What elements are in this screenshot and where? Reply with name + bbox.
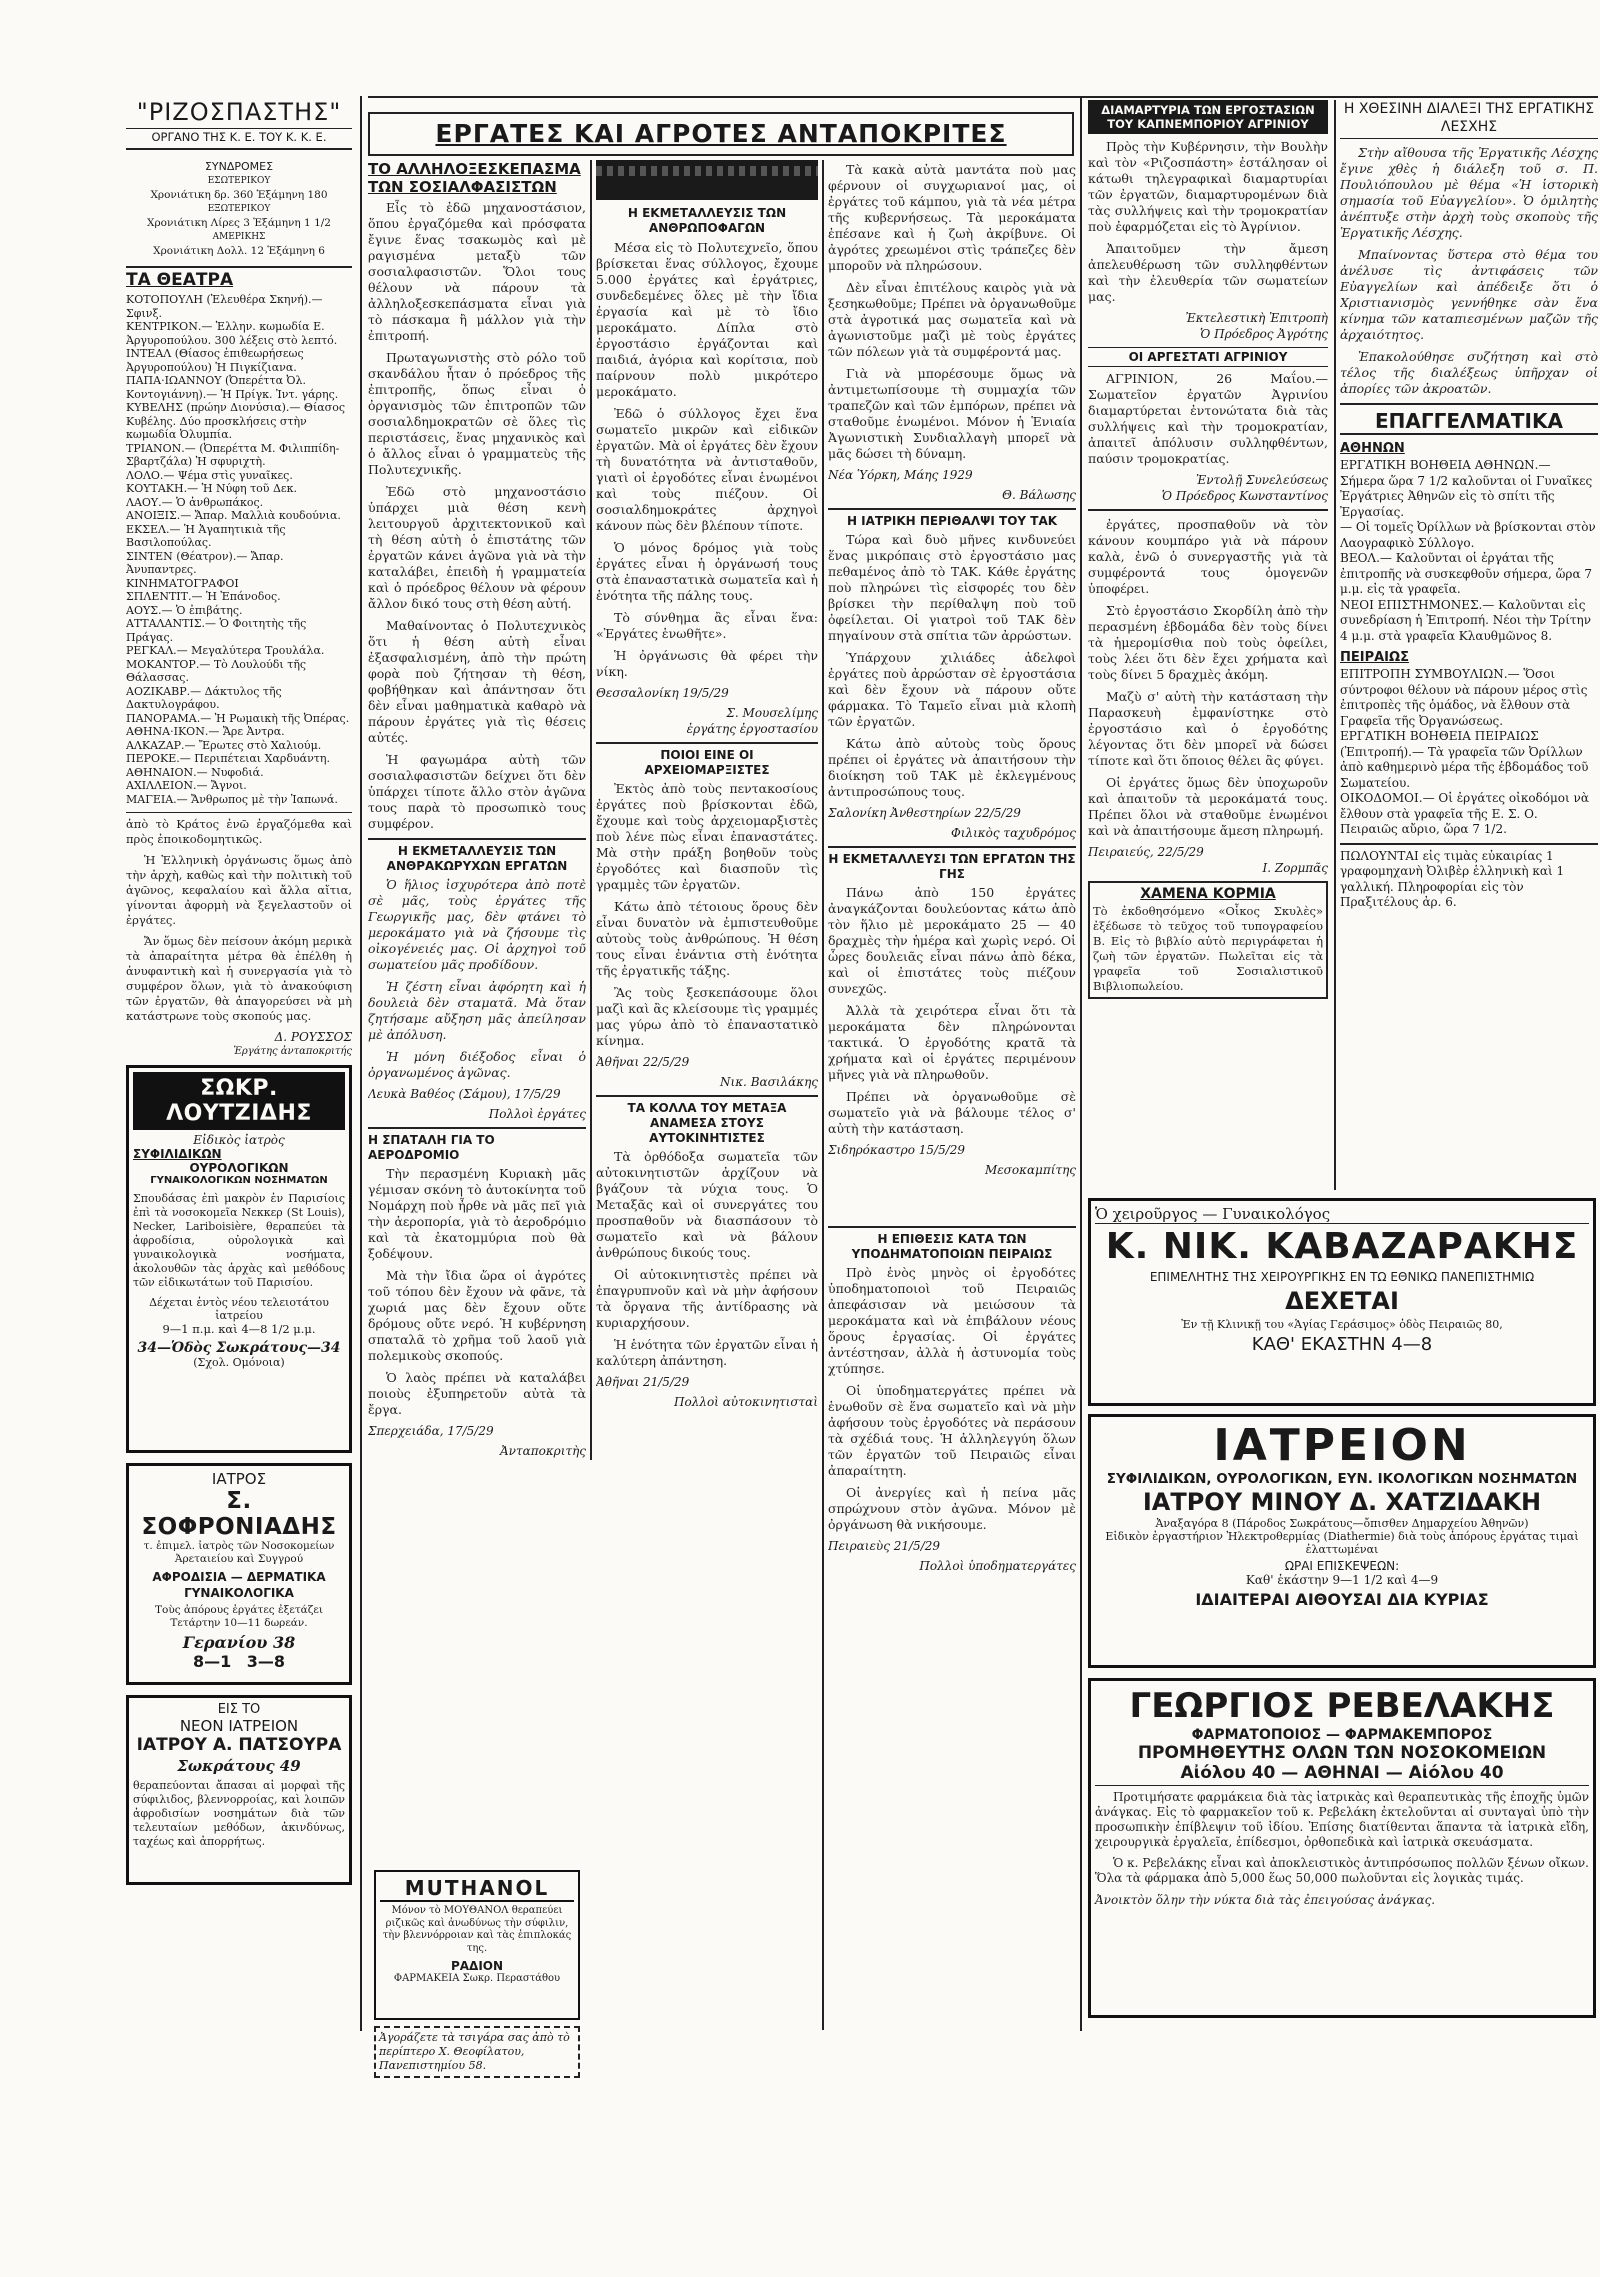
ad-chatzidakis [1088, 1414, 1596, 1668]
lost-bodies-body: Τὸ ἐκδοθησόμενο «Οἶκος Σκυλὲς» ἐξέδωσε τὸ τεῦχος τοῦ τυπογραφείου Β. Εἰς τὸ βιβλίο αὐτὸ περιγράφεται ἡ ζωὴ τῶν ἐργατῶν. Πωλεῖται εἰς τὰ γραφεῖα τοῦ Σοσιαλιστικοῦ Βιβλιοπωλείου. [1093, 904, 1323, 993]
ad-loutzidis-sub: Εἰδικὸς ἰατρὸς [193, 1133, 285, 1147]
ad-muthanol-body: Μόνον τὸ ΜΟΥΘΑΝΟΛ θεραπεύει ριζικῶς καὶ ἀνωδύνως τὴν σύφιλιν, τὴν βλεννόρροιαν καὶ τὰς ἐπιπλοκάς της. [382, 1905, 572, 1954]
article-para: Ἂς τοὺς ξεσκεπάσουμε ὅλοι μαζὶ καὶ ἂς κλείσουμε τὶς γραμμές μας γύρω ἀπὸ τὸ ἐπαναστατικὸ κίνημα. [596, 985, 818, 1048]
article-signature: Φιλικὸς ταχυδρόμος [950, 826, 1076, 840]
ad-chatzidakis-addr: Ἀναξαγόρα 8 (Πάροδος Σωκράτους—ὄπισθεν Δημαρχείου Ἀθηνῶν) [1155, 1517, 1529, 1530]
notice-item: ΕΡΓΑΤΙΚΗ ΒΟΗΘΕΙΑ ΠΕΙΡΑΙΩΣ (Ἐπιτροπή).— Τὰ γραφεῖα τῶν Ὀρίλλων ἀπὸ καθημερινὸ μέρα τῆς ἑβδομάδος τοῦ Σωματείου. [1340, 729, 1589, 790]
article-para: Ἐδῶ στὸ μηχανοστάσιο ὑπάρχει μιὰ θέση κενὴ λειτουργοῦ ἀρχιτεκτονικοῦ καὶ τὴ θέση αὐτὴ ὁ ἐπιστάτης τῶν ἐργατῶν κάνει ἀγῶνα γιὰ νὰ τὴν καταλάβει, ἐπειδὴ ἡ γραμματεία καὶ ὁ πρόεδρος θέλουν νὰ φέρουν ἄλλον δικό τους στὴ θέση αὐτή. [368, 484, 586, 611]
article-signature: Ἀνταποκριτὴς [500, 1444, 586, 1458]
article-para: Μέσα εἰς τὸ Πολυτεχνεῖο, ὅπου βρίσκεται ἕνας σύλλογος, ἔχουμε 5.000 ἐργάτες καὶ ἐργάτριες, συνδεδεμένες ὅλες μὲ τὴν ἴδια ἐργασία καὶ μὲ τὸ ἴδιο μεροκάματο. Δίπλα στὸ ἐργοστάσιο ἐργάζονται καὶ παιδιά, ἀγόρια καὶ κορίτσια, ποὺ παίρνουν πολὺ μικρότερο μεροκάματο. [596, 240, 818, 399]
theatre-item: ΙΝΤΕΑΛ (Θίασος ἐπιθεωρήσεως Ἀργυροπούλου) Ἡ Πιγκίζιανα. [126, 347, 304, 374]
left-article [126, 812, 352, 1057]
ad-kavazarakis-hours: ΚΑΘ' ΕΚΑΣΤΗΝ 4—8 [1251, 1334, 1433, 1355]
article-place: Σιδηρόκαστρο 15/5/29 [828, 1143, 966, 1157]
theatre-item: ΚΕΝΤΡΙΚΟΝ.— Ἑλλην. κωμωδία Ε. Ἀργυροπούλου. 300 λέξεις στὸ λεπτό. [126, 320, 338, 347]
lost-bodies-title: ΧΑΜΕΝΑ ΚΟΡΜΙΑ [1140, 886, 1276, 902]
ad-loutzidis-addr2: (Σχολ. Ομόνοια) [193, 1356, 285, 1369]
masthead [126, 98, 352, 150]
ad-loutzidis-l1: ΣΥΦΙΛΙΔΙΚΩΝ [133, 1147, 222, 1161]
divider [828, 508, 1076, 510]
masthead-organ: ΟΡΓΑΝΟ ΤΗΣ Κ. Ε. ΤΟΥ Κ. Κ. Ε. [126, 128, 352, 144]
ad-sofroniadis-l0: ΙΑΤΡΟΣ [211, 1470, 267, 1488]
article-signature: Ὁ Πρόεδρος Ἀγρότης [1199, 327, 1328, 341]
article-para: Μὰ τὴν ἴδια ὥρα οἱ ἀγρότες τοῦ τόπου δὲν ἔχουν νὰ φᾶνε, τὰ χωριά μας δὲν ἔχουν οὔτε δρόμους οὔτε νερό. Ἡ κυβέρνηση σπαταλᾶ τὸ χρῆμα τοῦ λαοῦ γιὰ πολεμικοὺς σκοπούς. [368, 1268, 586, 1363]
article-para: Ἡ μόνη διέξοδος εἶναι ὁ ὀργανωμένος ἀγῶνας. [368, 1049, 586, 1080]
article-para: Ὁ ἥλιος ἰσχυρότερα ἀπὸ ποτὲ σὲ μᾶς, τοὺς ἐργάτες τῆς Γεωργικῆς μας, δὲν φτάνει τὸ μεροκάματο γιὰ νὰ ζήσουμε τὶς οἰκογένειές μας. Οἱ ἀρχηγοὶ τοῦ σωματείου μᾶς προδίδουν. [368, 877, 586, 972]
theatre-item: ΕΚΣΕΛ.— Ἡ Ἀγαπητικιὰ τῆς Βασιλοπούλας. [126, 522, 286, 549]
left-article-para: ἀπὸ τὸ Κράτος ἐνῶ ἐργαζόμεθα καὶ πρὸς ἐποικοδομητικῶς. [126, 817, 352, 846]
theatre-item: ΑΧΙΛΛΕΙΟΝ.— Ἄγνοι. [126, 779, 247, 792]
ad-sofroniadis-spec: ΑΦΡΟΔΙΣΙΑ — ΔΕΡΜΑΤΙΚΑ ΓΥΝΑΙΚΟΛΟΓΙΚΑ [152, 1570, 326, 1600]
article-para: Ἡ ὀργάνωσις θὰ φέρει τὴν νίκη. [596, 648, 818, 679]
article-para: Τὴν περασμένη Κυριακὴ μᾶς γέμισαν σκόνη τὸ ἀυτοκίνητα τοῦ Νομάρχη ποὺ ἦρθε νὰ μᾶς πεῖ γιὰ τὴν ἀεροπορία, γιὰ τὸ ἀεροδρόμιο καὶ τὰ ἐκατομμύρια ποὺ θὰ ξοδέψουν. [368, 1166, 586, 1261]
article-signature: Πολλοὶ ὑποδηματεργάτες [919, 1559, 1076, 1573]
subs-line: Χρονιάτικη Λίρες 3 Ἑξάμηνη 1 1/2 [147, 217, 331, 229]
divider [1340, 843, 1598, 845]
article-para: Τώρα καὶ δυὸ μῆνες κινδυνεύει ἕνας μικρόπαις στὸ ἐργοστάσιο μας πεθαμένος ἀπὸ τὸ ΤΑΚ. Κάθε ἐργάτης ποὺ πληρώνει τὶς εἰσφορές του δὲν βρίσκει τὴν περίθαλψη ποὺ τοῦ ὀφείλεται. Οἱ γιατροὶ τοῦ ΤΑΚ δὲν πηγαίνουν στὰ σπίτια τῶν ἀρρώστων. [828, 532, 1076, 643]
article-signature: Ἐκτελεστικὴ Ἐπιτροπὴ [1185, 311, 1328, 325]
divider [596, 742, 818, 744]
theatre-item: ΠΑΠΑ·ΙΩΑΝΝΟΥ (Ὀπερέττα Ὀλ. Κοντογιάννη).— Ἡ Πρίγκ. Ἰντ. γάρης. [126, 374, 339, 401]
ad-loutzidis-hours2: 9—1 π.μ. καὶ 4—8 1/2 μ.μ. [162, 1322, 316, 1336]
article-para: Ἡ ἑνότητα τῶν ἐργατῶν εἶναι ἡ καλύτερη ἀπάντηση. [596, 1337, 818, 1368]
article-signature: Νικ. Βασιλάκης [719, 1075, 818, 1089]
ad-muthanol [374, 1870, 580, 2020]
subscriptions-title: ΣΥΝΔΡΟΜΕΣ [204, 160, 274, 173]
ad-kavazarakis-big: ΔΕΧΕΤΑΙ [1285, 1287, 1399, 1315]
ad-chatzidakis-spec: ΣΥΦΙΛΙΔΙΚΩΝ, ΟΥΡΟΛΟΓΙΚΩΝ, ΕΥΝ. ΙΚΟΛΟΓΙΚΩΝ ΝΟΣΗΜΑΤΩΝ [1106, 1471, 1578, 1487]
theatre-item: ΣΙΝΤΕΝ (Θέατρον).— Ἄπαρ. Ἀνυπαντρες. [126, 549, 284, 576]
article-signature-role: ἐργάτης ἐργοστασίου [686, 722, 818, 736]
article-signature: Πολλοὶ αὐτοκινητισταὶ [674, 1395, 818, 1409]
subs-line: Χρονιάτικη δρ. 360 Ἑξάμηνη 180 [150, 189, 328, 201]
article-title: Η ΕΚΜΕΤΑΛΛΕΥΣΙ ΤΩΝ ΕΡΓΑΤΩΝ ΤΗΣ ΓΗΣ [828, 852, 1076, 881]
article-para: Εἶς τὸ ἐδῶ μηχανοστάσιον, ὅπου ἐργαζόμεθα καὶ πρόσφατα ἔγινε ἕνας τσακωμὸς καὶ μὲ ραγισμένα μεταξὺ τῶν σοσιαλφασιστῶν. Ὅλοι τους θέλουν νὰ πάρουν τὰ ἀλληλοξεσκεπάσματα εἶναι γιὰ τὸ πάσκαμα ἢ μάλλον γιὰ τὴν ἐπιτροπή. [368, 200, 586, 343]
article-para: Μπαίνοντας ὕστερα στὸ θέμα του ἀνέλυσε τὶς ἀντιφάσεις τῶν Εὐαγγελίων καὶ ἀπέδειξε ὅτι ὁ Χριστιανισμὸς γεννήθηκε σὰν ἕνα κίνημα τῶν καταπιεσμένων μαζῶν τῆς ἀρχαιότητος. [1340, 247, 1598, 342]
ad-loutzidis-body: Σπουδάσας ἐπὶ μακρὸν ἐν Παρισίοις ἐπὶ τὰ νοσοκομεῖα Νεκκερ (St Louis), Necker, Lariboisière, θεραπεύει τὰ ἀφροδίσια, οὐρολογικὰ καὶ γυναικολογικὰ νοσήματα, ἀκολουθῶν τὰς ἀρχὰς καὶ μεθόδους τῶν εἰδικωτάτων τοῦ Παρισίου. [133, 1192, 345, 1289]
ad-patsouras-addr: Σωκράτους 49 [177, 1757, 301, 1775]
ad-patsouras-l2: ΝΕΟΝ ΙΑΤΡΕΙΟΝ [179, 1717, 299, 1735]
article-signature: Πολλοὶ ἐργάτες [488, 1107, 586, 1121]
column-rule [1080, 96, 1082, 2031]
smudged-header [596, 160, 818, 200]
article-para: Τὰ κακὰ αὐτὰ μαντάτα ποὺ μας φέρνουν οἱ συγχωριανοί μας, οἱ ἐργάτες τοῦ κάμπου, γιὰ τὰ νέα μέτρα τῆς κυβερνήσεως. Τὰ μεροκάματα ἐπέσανε καὶ ἡ ζωὴ ἀκρίβυνε. Οἱ ἀγρότες χρεωμένοι στὶς τράπεζες δὲν μποροῦν νὰ πληρώσουν. [828, 162, 1076, 273]
article-place: Πειραιεύς, 22/5/29 [1088, 845, 1204, 859]
ad-muthanol-name: MUTHANOL [380, 1876, 574, 1902]
article-para: Οἱ ὑποδηματεργάτες πρέπει νὰ ἑνωθοῦν σὲ ἕνα σωματεῖο καὶ νὰ μὴν ἀφήσουν τοὺς ἐργοδότες νὰ περάσουν τὰ σχέδιά τους. Ἡ ἀλληλεγγύη ὅλων τῶν ἐργατῶν τοῦ Πειραιῶς εἶναι ἀπαραίτητη. [828, 1383, 1076, 1478]
ad-revelakis [1088, 1678, 1596, 2018]
article-para: Οἱ ἀνεργίες καὶ ἡ πείνα μᾶς σπρώχνουν στὸν ἀγῶνα. Μόνον μὲ ὀργάνωση θὰ νικήσουμε. [828, 1485, 1076, 1532]
ad-chatzidakis-hours-title: ΩΡΑΙ ΕΠΙΣΚΕΨΕΩΝ: [1284, 1559, 1400, 1573]
professional-title: ΕΠΑΓΓΕΛΜΑΤΙΚΑ [1340, 409, 1598, 435]
article-title: ΤΟ ΑΛΛΗΛΟΞΕΣΚΕΠΑΣΜΑ ΤΩΝ ΣΟΣΙΑΛΦΑΣΙΣΤΩΝ [368, 160, 581, 196]
ad-revelakis-l1: ΦΑΡΜΑΤΟΠΟΙΟΣ — ΦΑΡΜΑΚΕΜΠΟΡΟΣ [1191, 1727, 1493, 1743]
column-5 [1088, 100, 1328, 1190]
ad-loutzidis-l2: ΟΥΡΟΛΟΓΙΚΩΝ [189, 1161, 289, 1175]
left-article-signature-role: Ἐργάτης ἀνταποκριτής [233, 1046, 352, 1057]
article-para: Οἱ ἐργάτες ὅμως δὲν ὑποχωροῦν καὶ ἀπαιτοῦν τὰ μεροκάματά τους. Πρέπει ὅλοι νὰ σταθοῦμε ἑνωμένοι καὶ νὰ ἀπαιτήσουμε ἄμεση πληρωμή. [1088, 775, 1328, 838]
article-title: Η ΣΠΑΤΑΛΗ ΓΙΑ ΤΟ ΑΕΡΟΔΡΟΜΙΟ [368, 1133, 495, 1162]
ad-chatzidakis-note: Εἰδικὸν ἐργαστήριον Ἠλεκτροθερμίας (Diathermie) διὰ τοὺς ἀπόρους ἐργάτας τιμαὶ ἐλαττωμέναι [1105, 1530, 1579, 1556]
correspondents-banner [368, 112, 1074, 156]
ad-loutzidis-l3: ΓΥΝΑΙΚΟΛΟΓΙΚΩΝ ΝΟΣΗΜΑΤΩΝ [150, 1175, 328, 1186]
article-place: Ἀθῆναι 21/5/29 [596, 1375, 690, 1389]
theatre-item: ΛΑΟΥ.— Ὁ ἀνθρωπάκος. [126, 495, 264, 509]
column-2 [368, 160, 586, 2030]
subs-line: Χρονιάτικη Δολλ. 12 Ἑξάμηνη 6 [153, 245, 325, 257]
ad-sofroniadis-addr: Γερανίου 38 [182, 1633, 296, 1652]
article-signature: Θ. Βάλωσης [1002, 488, 1076, 502]
ad-sofroniadis-note: Τοὺς ἀπόρους ἐργάτες ἐξετάζει Τετάρτην 10—11 δωρεάν. [155, 1604, 323, 1629]
article-para: Οἱ αὐτοκινητιστὲς πρέπει νὰ ἐπαγρυπνοῦν καὶ νὰ μὴν ἀφήσουν τὰ ὄργανα τῆς ἀντίδρασης νὰ κυριαρχήσουν. [596, 1267, 818, 1330]
ad-revelakis-l2: ΠΡΟΜΗΘΕΥΤΗΣ ΟΛΩΝ ΤΩΝ ΝΟΣΟΚΟΜΕΙΩΝ [1137, 1743, 1547, 1763]
theatre-list [126, 293, 352, 806]
article-title: ΠΟΙΟΙ ΕΙΝΕ ΟΙ ΑΡΧΕΙΟΜΑΡΞΙΣΤΕΣ [644, 748, 770, 777]
ad-kavazarakis-name: Κ. ΝΙΚ. ΚΑΒΑΖΑΡΑΚΗΣ [1105, 1226, 1579, 1267]
subs-line: ΕΞΩΤΕΡΙΚΟΥ [207, 204, 271, 214]
article-para: Γιὰ νὰ μπορέσουμε ὅμως νὰ ἀντιμετωπίσουμε τὴ συμμαχία τῶν τραπεζῶν καὶ τῶν ἐμπόρων, πρέπει νὰ σταθοῦμε ἑνωμένοι. Μόνον ἡ Ἑνιαία Ἀγωνιστικὴ Συνδιαλλαγὴ μπορεῖ νὰ μᾶς δώσει τὴ δύναμη. [828, 366, 1076, 461]
smudge-texture [596, 166, 818, 176]
left-article-signature: Δ. ΡΟΥΣΣΟΣ [274, 1030, 352, 1044]
ad-muthanol-vendor: ΦΑΡΜΑΚΕΙΑ Σωκρ. Περαστάθου [393, 1973, 561, 1984]
article-place: Θεσσαλονίκη 19/5/29 [596, 686, 729, 700]
notice-item: ΟΙΚΟΔΟΜΟΙ.— Οἱ ἐργάτες οἰκοδόμοι νὰ ἔλθουν στὰ γραφεῖα τῆς Ε. Σ. Ο. Πειραιῶς αὔριο, ὥρα 7 1/2. [1340, 791, 1589, 836]
column-rule [1334, 100, 1336, 1190]
article-place: Πειραιεὺς 21/5/29 [828, 1539, 941, 1553]
notice-item: ΕΡΓΑΤΙΚΗ ΒΟΗΘΕΙΑ ΑΘΗΝΩΝ.— Σήμερα ὥρα 7 1/2 καλοῦνται οἱ Γυναῖκες Ἐργάτριες Ἀθηνῶν εἰς τὸ σπίτι τῆς Ἐργασίας. [1340, 458, 1593, 519]
ad-revelakis-body2: Ὁ κ. Ρεβελάκης εἶναι καὶ ἀποκλειστικὸς ἀντιπρόσωπος πολλῶν ξένων οἴκων. Ὅλα τὰ φάρμακα ἀπὸ 5,000 ἕως 50,000 πωλοῦνται εἰς λογικὰς τιμάς. [1095, 1856, 1589, 1885]
theatre-item: ΤΡΙΑΝΟΝ.— (Ὀπερέττα Μ. Φιλιππίδη-Σβαρτζάλα) Ἡ σφυριχτὴ. [126, 441, 340, 468]
ad-loutzidis [126, 1065, 352, 1453]
col4-top-title: ΔΙΑΜΑΡΤΥΡΙΑ ΤΩΝ ΕΡΓΟΣΤΑΣΙΩΝ ΤΟΥ ΚΑΠΝΕΜΠΟΡΙΟΥ ΑΓΡΙΝΙΟΥ [1088, 100, 1328, 134]
for-sale-notice: ΠΩΛΟΥΝΤΑΙ εἰς τιμὰς εὐκαιρίας 1 γραφομηχανὴ Ὀλιβὲρ ἑλληνικὴ καὶ 1 γαλλική. Πληροφορίαι εἰς τὸν Πραξιτέλους ἀρ. 6. [1340, 848, 1565, 909]
ad-sofroniadis [126, 1463, 352, 1685]
ad-patsouras-l1: ΕΙΣ ΤΟ [217, 1702, 261, 1717]
article-para: Πρὸ ἑνὸς μηνὸς οἱ ἐργοδότες ὑποδηματοποιοὶ τοῦ Πειραιῶς ἀπεφάσισαν νὰ μειώσουν τὰ μεροκάματα καὶ νὰ ἐπιβάλουν νέους ὅρους ἐργασίας. Οἱ ἐργάτες ἀντέστησαν, ἀλλὰ ἡ ἀστυνομία τοὺς χτύπησε. [828, 1265, 1076, 1376]
ad-kavazarakis-top: Ὁ χειροῦργος — Γυναικολόγος [1095, 1205, 1589, 1224]
theatre-item: ΣΠΛΕΝΤΙΤ.— Ἡ Ἐπάνοδος. [126, 590, 281, 603]
theatre-item: ΑΟΖΙΚΑΒΡ.— Δάκτυλος τῆς Δακτυλογράφου. [126, 684, 282, 711]
article-para: Ἐπακολούθησε συζήτηση καὶ στὸ τέλος τῆς διαλέξεως ὑπῆρχαν οἱ ἀπορίες τῶν ἀκροατῶν. [1340, 349, 1598, 396]
article-place: Σπερχειάδα, 17/5/29 [368, 1424, 494, 1438]
divider [828, 846, 1076, 848]
left-article-para: Ἡ Ἑλληνικὴ ὀργάνωσις ὅμως ἀπὸ τὴν ἀρχὴ, καθὼς καὶ τὴν πολιτικὴ τοῦ ἀγῶνος, κεφαλαίου καὶ ἄλλα αἴτια, γίνονται ἀφορμὴ νὰ ξεγελαστοῦν οἱ ἐργάτες. [126, 853, 352, 927]
article-para: Πρὸς τὴν Κυβέρνησιν, τὴν Βουλὴν καὶ τὸν «Ριζοσπάστη» ἐστάλησαν οἱ κάτωθι τηλεγραφικαὶ διαμαρτυρίαι τῶν ἐργατῶν, διαμαρτυρομένων διὰ τὰς συλλήψεις καὶ τὴν τρομοκρατίαν ποὺ ἐφαρμόζεται εἰς τὸ Ἀγρίνιον. [1088, 139, 1328, 234]
article-para: ΑΓΡΙΝΙΟΝ, 26 Μαΐου.— Σωματεῖον ἐργατῶν Ἀγρινίου διαμαρτύρεται ἐντονώτατα διὰ τὰς συλλήψεις καὶ τὴν τρομοκρατίαν, ἀπαιτεῖ ἀπόλυσιν συλληφθέντων, παύσιν τρομοκρατίας. [1088, 371, 1328, 466]
ad-patsouras [126, 1695, 352, 1885]
left-article-para: Ἄν ὅμως δὲν πείσουν ἀκόμη μερικὰ τὰ ἀπαραίτητα μέτρα θὰ ἐπέλθη ἡ ἀνυφαντικὴ καὶ ἡ συνεργασία γιὰ τὸ συμφέρον ὅλων, γιὰ τὸ ἀνακούφιση τῶν ἐργατῶν, θὰ ἀπαγορεύσει νὰ μὴ κατάστρωνε τοὺς σκοπούς μας. [126, 934, 352, 1023]
article-para: Ὁ μόνος δρόμος γιὰ τοὺς ἐργάτες εἶναι ἡ ὀργάνωσή τους στὰ ἐπαναστατικὰ σωματεῖα καὶ ἡ ἑνότητα τῆς πάλης τους. [596, 540, 818, 603]
article-para: Πάνω ἀπὸ 150 ἐργάτες ἀναγκάζονται δουλεύοντας κάτω ἀπὸ τὸν ἥλιο μὲ μεροκάματο 25 — 40 δραχμὲς τὴν ἡμέρα καὶ χωρὶς νερό. Οἱ ὧρες δουλειᾶς εἶναι πάνω ἀπὸ δέκα, καὶ οἱ ἐπιστάτες τοὺς πιέζουν συνεχῶς. [828, 885, 1076, 996]
ad-loutzidis-name: ΣΩΚΡ. ΛΟΥΤΖΙΔΗΣ [133, 1072, 345, 1130]
theatre-item: ΑΝΟΙΞΙΣ.— Ἄπαρ. Μαλλιὰ κουδούνια. [126, 509, 341, 522]
article-para: Κάτω ἀπὸ τέτοιους ὅρους δὲν εἶναι δυνατὸν νὰ ἐμπιστευθοῦμε αὐτοὺς τοὺς ἀνθρώπους. Ἡ θέση τους εἶναι ἐνάντια στὴ ἑνότητα τῆς ἐργατικῆς τάξης. [596, 899, 818, 978]
article-place: Λευκὰ Βαθέος (Σάμου), 17/5/29 [368, 1087, 561, 1101]
ad-chatzidakis-foot: ΙΔΙΑΙΤΕΡΑΙ ΑΙΘΟΥΣΑΙ ΔΙΑ ΚΥΡΙΑΣ [1195, 1590, 1489, 1609]
article-para: Στὸ ἐργοστάσιο Σκορδίλη ἀπὸ τὴν περασμένη ἑβδομάδα δὲν τοὺς δίνει τὰ ἡμερομίσθια ποὺ τοὺς ὀφείλει, τοὺς λέει ὅτι δὲν ἔχει χρήματα καὶ τοὺς δίνει 5 δραχμὲς ἀκόμη. [1088, 603, 1328, 682]
article-para: Στὴν αἴθουσα τῆς Ἐργατικῆς Λέσχης ἔγινε χθὲς ἡ διάλεξη τοῦ σ. Π. Πουλιόπουλου μὲ θέμα «Ἡ ἱστορικὴ σημασία τοῦ Εὐαγγελίου». Ὁ ὁμιλητὴς ἀνέπτυξε στὴν ἀρχὴ τοὺς σκοποὺς τῆς Ἐργατικῆς Λέσχης. [1340, 145, 1598, 240]
ad-chatzidakis-name: ΙΑΤΡΟΥ ΜΙΝΟΥ Δ. ΧΑΤΖΙΔΑΚΗ [1142, 1488, 1542, 1516]
divider [596, 1095, 818, 1097]
column-rule [590, 160, 592, 1460]
banner-title: ΕΡΓΑΤΕΣ ΚΑΙ ΑΓΡΟΤΕΣ ΑΝΤΑΠΟΚΡΙΤΕΣ [435, 119, 1007, 148]
article-title: ΤΑ ΚΟΛΛΑ ΤΟΥ ΜΕΤΑΞΑ ΑΝΑΜΕΣΑ ΣΤΟΥΣ ΑΥΤΟΚΙΝΗΤΙΣΤΕΣ [627, 1101, 787, 1145]
tobacco-notice: Ἀγοράζετε τὰ τσιγάρα σας ἀπὸ τὸ περίπτερο Χ. Θεοφίλατου, Πανεπιστημίου 58. [374, 2026, 580, 2078]
article-title: Η ΕΚΜΕΤΑΛΛΕΥΣΙΣ ΤΩΝ ΑΝΘΡΑΚΩΡΥΧΩΝ ΕΡΓΑΤΩΝ [386, 844, 568, 873]
theatres-section [126, 266, 352, 806]
article-para: Μαζὺ σ' αὐτὴ τὴν κατάσταση τὴν Παρασκευὴ ἐμφανίστηκε στὸ ἐργοστάσιο καὶ ὁ ἐργοδότης λέγοντας ὅτι δὲν μπορεῖ νὰ δώσει τίποτε καὶ ὅτι ὅποιος θέλει ἂς φύγει. [1088, 689, 1328, 768]
divider [1088, 509, 1328, 511]
article-para: Ἡ ζέστη εἶναι ἀφόρητη καὶ ἡ δουλειὰ δὲν σταματᾶ. Μὰ ὅταν ζητήσαμε αὔξηση μᾶς ἀπείλησαν μὲ ἀπόλυση. [368, 979, 586, 1042]
article-para: Ἐκτὸς ἀπὸ τοὺς πεντακοσίους ἐργάτες ποὺ βρίσκονται ἐδῶ, ἔχουμε καὶ τοὺς ἀρχειομαρξιστὲς ποὺ λένε πὼς εἶναι ἐπαναστάτες. Μὰ στὴν πράξη βοηθοῦν τοὺς ἐργοδότες καὶ διασποῦν τὶς γραμμὲς τῶν ἐργατῶν. [596, 781, 818, 892]
article-place: Ἀθῆναι 22/5/29 [596, 1055, 690, 1069]
article-place: Σαλονίκη Ἀνθεστηρίων 22/5/29 [828, 806, 1021, 820]
ad-chatzidakis-big: ΙΑΤΡΕΙΟΝ [1213, 1420, 1471, 1471]
ad-sofroniadis-sub: τ. ἐπιμελ. ἰατρὸς τῶν Νοσοκομείων Ἀρεταιείου καὶ Συγγρού [143, 1540, 335, 1565]
ad-patsouras-name: ΙΑΤΡΟΥ Α. ΠΑΤΣΟΥΡΑ [136, 1735, 342, 1755]
column-6 [1340, 100, 1598, 1190]
ad-chatzidakis-hours: Καθ' ἑκάστην 9—1 1/2 καὶ 4—9 [1245, 1573, 1439, 1587]
theatre-item: ΑΘΗΝΑ·ΙΚΟΝ.— Ἄρε Ἀντρα. [126, 725, 285, 738]
article-para: ἐργάτες, προσπαθοῦν νὰ τὸν κάνουν κουμπάρο γιὰ νὰ πάρουν καλὰ, ἐνῶ ὁ συνεργαστῆς γιὰ τὰ συμφέροντά τους ὁμογενῶν ὑποφέρει. [1088, 517, 1328, 596]
ad-loutzidis-addr: 34—Ὁδὸς Σωκράτους—34 [137, 1340, 341, 1356]
article-para: Τὰ ὀρθόδοξα σωματεῖα τῶν αὐτοκινητιστῶν ἀρχίζουν νὰ βγάζουν τὰ νύχια τους. Ὁ Μεταξᾶς καὶ οἱ συνεργάτες του προσπαθοῦν νὰ διασπάσουν τὸ σωματεῖο καὶ νὰ βάλουν ἀνθρώπους δικούς τους. [596, 1149, 818, 1260]
article-title: Η ΙΑΤΡΙΚΗ ΠΕΡΙΘΑΛΨΙ ΤΟΥ ΤΑΚ [846, 514, 1058, 528]
theatre-item: ΑΛΚΑΖΑΡ.— Ἔρωτες στὸ Χαλιούμ. [126, 738, 322, 752]
subs-line: ΕΣΩΤΕΡΙΚΟΥ [207, 176, 271, 186]
theatre-item: ΠΕΡΟΚΕ.— Περιπέτειαι Χαρδυάντη. [126, 752, 330, 765]
ad-revelakis-name: ΓΕΩΡΓΙΟΣ ΡΕΒΕΛΑΚΗΣ [1129, 1686, 1555, 1726]
article-para: Ὁ λαὸς πρέπει νὰ καταλάβει ποιοὺς ἐξυπηρετοῦν αὐτὰ τὰ ἔργα. [368, 1370, 586, 1417]
col4-subtitle: ΟΙ ΑΡΓΕΣΤΑΤΙ ΑΓΡΙΝΙΟΥ [1088, 347, 1328, 367]
divider [368, 1127, 586, 1129]
divider [828, 1226, 1076, 1228]
ad-revelakis-addr: Αἰόλου 40 — ΑΘΗΝΑΙ — Αἰόλου 40 [1095, 1763, 1589, 1786]
article-para: Τὸ σύνθημα ἂς εἶναι ἕνα: «Ἐργάτες ἑνωθῆτε». [596, 610, 818, 641]
top-rule [368, 96, 1598, 98]
ad-sofroniadis-hours: 8—1 3—8 [192, 1652, 286, 1671]
notice-item: ΒΕΟΛ.— Καλοῦνται οἱ ἐργάται τῆς ἐπιτροπῆς νὰ συσκεφθοῦν σήμερα, ὥρα 7 μ.μ. εἰς τὰ γραφεῖα. [1340, 551, 1592, 596]
article-para: Ὑπάρχουν χιλιάδες ἀδελφοὶ ἐργάτες ποὺ ἀρρώσταν σὲ ἐργοστάσια καὶ δὲν ἔχουν νὰ πάρουν οὔτε φάρμακα. Τὸ Ταμεῖο εἶναι μιὰ κλοπὴ τῶν ἐργατῶν. [828, 650, 1076, 729]
ad-revelakis-foot: Ἀνοικτὸν ὅλην τὴν νύκτα διὰ τὰς ἐπειγούσας ἀνάγκας. [1095, 1893, 1436, 1907]
ad-kavazarakis-addr: Ἐν τῇ Κλινικῇ του «Ἁγίας Γεράσιμος» ὁδὸς Πειραιῶς 80, [1181, 1318, 1503, 1331]
article-signature: Σ. Μουσελίμης [726, 706, 818, 720]
ad-sofroniadis-name: Σ. ΣΟΦΡΟΝΙΑΔΗΣ [141, 1488, 337, 1540]
athens-section-title: ΑΘΗΝΩΝ [1340, 441, 1405, 456]
ad-patsouras-body: θεραπεύονται ἄπασαι αἱ μορφαὶ τῆς σύφιλιδος, βλεννορροίας, καὶ λοιπῶν ἀφροδισίων νοσημάτων διὰ τῶν τελευταίων μεθόδων, ἀκινδύνως, ταχέως καὶ ἀπορρήτως. [133, 1779, 345, 1848]
article-signature: Ι. Ζορμπᾶς [1262, 861, 1328, 875]
ad-loutzidis-hours1: Δέχεται ἐντὸς νέου τελειοτάτου ἰατρείου [149, 1296, 329, 1322]
divider [368, 838, 586, 840]
column-4-lower [828, 1226, 1076, 2030]
article-para: Πρωταγωνιστὴς στὸ ρόλο τοῦ σκανδάλου ἦταν ὁ πρόεδρος τῆς ἐπιτροπῆς, ὅπως εἶναι ὁ ὀργανισμὸς τῶν ἐπιτροπῶν τῶν σοσιαλδημοκρατῶν σὲ ὅλες τὶς περιστάσεις, ἕνας μηχανικὸς καὶ ὁ ἄλλος εἶναι ὁ γραμματεὺς τῆς Πολυτεχνικῆς. [368, 350, 586, 477]
article-para: Ἀπαιτοῦμεν τὴν ἄμεση ἀπελευθέρωση τῶν συλληφθέντων καὶ τὴν ἐλευθερία τῶν σωματείων μας. [1088, 241, 1328, 304]
ad-revelakis-body: Προτιμήσατε φαρμάκεια διὰ τὰς ἰατρικὰς καὶ θεραπευτικὰς τῆς ἐποχῆς ὑμῶν ἀνάγκας. Εἰς τὸ φαρμακεῖον τοῦ κ. Ρεβελάκη ἐκτελοῦνται αἱ συνταγαὶ ὑπὸ τὴν προσωπικὴν ἐπίβλεψιν τοῦ ἰδίου. Ἐπίσης διατίθενται ἅπαντα τὰ ἰατρικὰ εἴδη, χειρουργικὰ ἐργαλεῖα, ἐπίδεσμοι, ὀρθοπεδικὰ καὶ ἰατρικὰ σκευάσματα. [1095, 1790, 1589, 1849]
article-signature: Μεσοκαμπίτης [984, 1163, 1076, 1177]
theatre-item: ΛΟΛΟ.— Ψέμα στὶς γυναῖκες. [126, 468, 293, 482]
masthead-paper-name: "ΡΙΖΟΣΠΑΣΤΗΣ" [136, 98, 342, 126]
article-para: Δὲν εἶναι ἐπιτέλους καιρὸς γιὰ νὰ ξεσηκωθοῦμε; Πρέπει νὰ ὀργανωθοῦμε στὰ ἀγροτικά μας σωματεῖα καὶ νὰ ἀγωνιστοῦμε μαζὶ μὲ τοὺς ἐργάτες τῶν πόλεων γιὰ τὰ συμφέροντά μας. [828, 280, 1076, 359]
left-column [126, 98, 352, 2028]
lecture-title: Η ΧΘΕΣΙΝΗ ΔΙΑΛΕΞΙ ΤΗΣ ΕΡΓΑΤΙΚΗΣ ΛΕΣΧΗΣ [1340, 100, 1598, 139]
theatre-item: ΠΑΝΟΡΑΜΑ.— Ἡ Ρωμαικὴ τῆς Ὀπέρας. [126, 711, 350, 725]
article-place: Νέα Ὑόρκη, Μάης 1929 [828, 468, 973, 482]
subscriptions [126, 160, 352, 258]
article-para: Ἀλλὰ τὰ χειρότερα εἶναι ὅτι τὰ μεροκάματα δὲν πληρώνονται τακτικά. Ὁ ἐργοδότης κρατᾶ τὰ χρήματα καὶ οἱ ἐργάτες περιμένουν μῆνες γιὰ νὰ πληρωθοῦν. [828, 1003, 1076, 1082]
notice-item: ΕΠΙΤΡΟΠΗ ΣΥΜΒΟΥΛΙΩΝ.— Ὅσοι σύντροφοι θέλουν νὰ πάρουν μέρος στὶς ἐπιτροπὲς τῆς ὁμάδος, νὰ ἔλθουν στὰ Γραφεῖα τῆς Ὀργανώσεως. [1340, 667, 1588, 728]
theatre-item: ΜΟΚΑΝΤΟΡ.— Τὸ Λουλούδι τῆς Θάλασσας. [126, 657, 307, 684]
notice-item: — Οἱ τομεῖς Ὀρίλλων νὰ βρίσκονται στὸν Λαογραφικὸ Σύλλογο. [1340, 520, 1596, 550]
column-rule [822, 160, 824, 2030]
subs-line: ΑΜΕΡΙΚΗΣ [212, 232, 266, 242]
theatres-title: ΤΑ ΘΕΑΤΡΑ [126, 270, 234, 290]
article-title: Η ΕΚΜΕΤΑΛΛΕΥΣΙΣ ΤΩΝ ΑΝΘΡΩΠΟΦΑΓΩΝ [627, 206, 787, 235]
theatre-item: ΚΟΥΤΑΚΗ.— Ἡ Νύφη τοῦ Δεκ. [126, 482, 297, 495]
lost-bodies [1088, 881, 1328, 999]
theatre-item: ΚΙΝΗΜΑΤΟΓΡΑΦΟΙ [126, 576, 239, 590]
column-rule [360, 96, 362, 2031]
theatre-item: ΚΟΤΟΠΟΥΛΗ (Ἐλευθέρα Σκηνή).— Σφινξ. [126, 293, 323, 320]
theatre-item: ΑΟΥΣ.— Ὁ ἐπιβάτης. [126, 603, 243, 617]
theatre-item: ΡΕΓΚΑΛ.— Μεγαλύτερα Τρουλάλα. [126, 644, 325, 657]
ad-kavazarakis-title: ΕΠΙΜΕΛΗΤΗΣ ΤΗΣ ΧΕΙΡΟΥΡΓΙΚΗΣ ΕΝ ΤΩ ΕΘΝΙΚΩ ΠΑΝΕΠΙΣΤΗΜΙΩ [1149, 1270, 1535, 1284]
ad-kavazarakis [1088, 1198, 1596, 1406]
ad-muthanol-radio: ΡΑΔΙΟΝ [450, 1959, 504, 1973]
article-signature: Ἐντολῇ Συνελεύσεως [1196, 473, 1328, 487]
article-para: Κάτω ἀπὸ αὐτοὺς τοὺς ὅρους πρέπει οἱ ἐργάτες νὰ ἀπαιτήσουν τὴν διοίκηση τοῦ ΤΑΚ μὲ ἐκλεγμένους ἀντιπροσώπους τους. [828, 736, 1076, 799]
article-title: Η ΕΠΙΘΕΣΙΣ ΚΑΤΑ ΤΩΝ ΥΠΟΔΗΜΑΤΟΠΟΙΩΝ ΠΕΙΡΑΙΩΣ [851, 1232, 1053, 1261]
theatre-item: ΚΥΒΕΛΗΣ (πρώην Διονύσια).— Θίασος Κυβέλης. Δύο προσκλήσεις στὴν κωμωδία Ὀλυμπία. [126, 401, 345, 441]
theatre-item: ΑΘΗΝΑΙΟΝ.— Νυφοδιά. [126, 765, 264, 779]
theatre-item: ΜΑΓΕΙΑ.— Ἄνθρωπος μὲ τὴν Ἰαπωνά. [126, 792, 338, 806]
article-para: Μαθαίνοντας ὁ Πολυτεχνικὸς ὅτι ἡ θέση αὐτὴ εἶναι ἐξασφαλισμένη, ἀπὸ τὴν πρώτη φορὰ ποὺ ζήτησαν τὴ θέση, φοβήθηκαν καὶ ἀπάντησαν ὅτι δὲν εἶναι μαθηματικὰ καθαρὸ νὰ πάρουν ἐργάτες γιὰ τὶς θέσεις αὐτές. [368, 618, 586, 745]
notice-item: ΝΕΟΙ ΕΠΙΣΤΗΜΟΝΕΣ.— Καλοῦνται εἰς συνεδρίαση ἡ Ἐπιτροπή. Νέοι τὴν Τρίτην 4 μ.μ. στὰ γραφεῖα Κλαυθμῶνος 8. [1340, 597, 1592, 643]
piraeus-section-title: ΠΕΙΡΑΙΩΣ [1340, 650, 1409, 665]
column-3 [596, 160, 818, 2020]
article-para: Ἐδῶ ὁ σύλλογος ἔχει ἕνα σωματεῖο μικρῶν καὶ εἰδικῶν ἐργατῶν. Μὰ οἱ ἐργάτες δὲν ἔχουν τὴ δυνατότητα νὰ ἀντισταθοῦν, γιατὶ οἱ ἐργοδότες εἶναι ἑνωμένοι καὶ τοὺς πιέζουν. Οἱ σοσιαλδημοκράτες ἀρχηγοὶ κάνουν πὼς δὲν βλέπουν τίποτε. [596, 406, 818, 533]
article-signature: Ὁ Πρόεδρος Κωνσταντίνος [1161, 489, 1328, 503]
theatre-item: ΑΤΤΑΛΑΝΤΙΣ.— Ὁ Φοιτητὴς τῆς Πράγας. [126, 617, 307, 644]
divider [1340, 403, 1598, 405]
column-4 [828, 160, 1076, 1220]
article-para: Ἡ φαγωμάρα αὐτὴ τῶν σοσιαλφασιστῶν δείχνει ὅτι δὲν ὑπάρχει τίποτε ἄλλο στὸν ἀγῶνα τους παρὰ τὸ προσωπικὸ τους συμφέρον. [368, 752, 586, 831]
article-para: Πρέπει νὰ ὀργανωθοῦμε σὲ σωματεῖο γιὰ νὰ βάλουμε τέλος σ' αὐτὴ τὴν κατάσταση. [828, 1089, 1076, 1136]
